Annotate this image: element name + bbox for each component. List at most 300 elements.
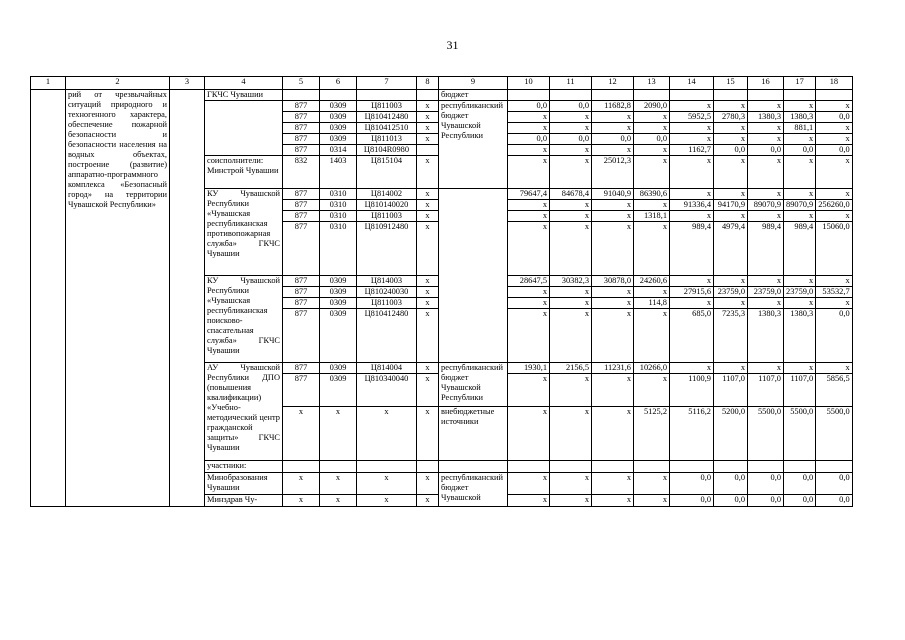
table-cell: 11231,6 [592,363,634,374]
table-cell: x [417,200,439,211]
table-cell: 5856,5 [816,374,852,407]
table-cell: x [417,473,439,495]
table-cell: x [550,473,592,495]
table-cell: x [508,200,550,211]
table-cell: 0,0 [748,473,784,495]
table-cell: x [784,363,816,374]
table-cell: 0314 [320,145,357,156]
table-cell: x [816,156,852,189]
table-cell: x [634,156,670,189]
table-cell: 0,0 [634,134,670,145]
col-header: 15 [714,77,748,90]
table-cell: x [714,189,748,200]
table-cell: x [748,123,784,134]
table-cell: Ц810912480 [357,222,417,276]
empty-cell [550,461,592,473]
table-cell: 2780,3 [714,112,748,123]
table-cell: 0,0 [748,145,784,156]
table-cell: x [670,156,714,189]
table-cell: 10266,0 [634,363,670,374]
col-header: 14 [670,77,714,90]
table-cell: Ц810412480 [357,309,417,363]
table-cell: 0,0 [670,495,714,507]
table-cell: x [670,123,714,134]
table-cell: 0309 [320,309,357,363]
table-cell: 5125,2 [634,407,670,461]
table-cell: x [320,407,357,461]
table-cell: x [417,134,439,145]
table-cell: x [417,156,439,189]
table-cell: 989,4 [784,222,816,276]
table-cell: x [714,134,748,145]
empty-cell [816,90,852,101]
table-cell: x [670,101,714,112]
empty-cell [205,101,283,156]
table-cell: x [592,298,634,309]
table-cell: 877 [283,363,320,374]
table-cell: x [816,363,852,374]
table-cell: 877 [283,276,320,287]
table-cell: 91336,4 [670,200,714,211]
table-cell: 0310 [320,211,357,222]
table-cell: x [784,101,816,112]
table-cell: x [508,211,550,222]
participant-minobr: Минобразования Чувашии [205,473,283,495]
table-cell: Ц8104R0980 [357,145,417,156]
table-cell: x [670,276,714,287]
table-cell: x [508,156,550,189]
table-cell: 23759,0 [714,287,748,298]
table-cell: x [634,145,670,156]
table-cell: 1403 [320,156,357,189]
table-cell: x [550,407,592,461]
table-cell: 877 [283,101,320,112]
table-cell: 5952,5 [670,112,714,123]
empty-cell [634,461,670,473]
table-cell: Ц810412480 [357,112,417,123]
table-cell: 86390,6 [634,189,670,200]
table-cell: 23759,0 [748,287,784,298]
empty-cell [508,90,550,101]
table-cell: 0,0 [714,473,748,495]
table-cell: x [592,200,634,211]
table-cell: x [816,101,852,112]
empty-cell [417,461,439,473]
table-cell: 2090,0 [634,101,670,112]
table-cell: x [417,101,439,112]
empty-cell [816,461,852,473]
table-cell: x [714,298,748,309]
table-cell: x [508,145,550,156]
header-row [31,77,853,90]
empty-cell [508,461,550,473]
table-cell: x [634,112,670,123]
table-cell: 0,0 [784,145,816,156]
table-cell: x [748,298,784,309]
col-header: 18 [816,77,852,90]
col-header: 17 [784,77,816,90]
table-cell: x [320,495,357,507]
table-cell: 877 [283,374,320,407]
table-cell: 0309 [320,101,357,112]
table-cell: x [357,473,417,495]
table-cell: Ц810240030 [357,287,417,298]
table-cell: 0309 [320,287,357,298]
table-cell: 0,0 [508,101,550,112]
table-cell: x [634,287,670,298]
table-cell: x [748,134,784,145]
table-cell: x [592,211,634,222]
table-cell: x [816,189,852,200]
table-cell: x [550,200,592,211]
table-cell: x [283,473,320,495]
col-header: 16 [748,77,784,90]
table-cell: 11682,8 [592,101,634,112]
empty-cell [283,90,320,101]
table-cell: 79647,4 [508,189,550,200]
table-cell: 0309 [320,112,357,123]
table-cell: 877 [283,189,320,200]
table-cell: x [417,222,439,276]
table-cell: x [508,495,550,507]
budget-table [30,76,853,507]
empty-cell [784,461,816,473]
col-header: 2 [66,77,170,90]
table-cell: x [592,112,634,123]
table-cell: 877 [283,112,320,123]
table-cell: Ц815104 [357,156,417,189]
table-cell: x [550,298,592,309]
table-cell: x [714,363,748,374]
table-cell: Ц814003 [357,276,417,287]
funding-source-label: республиканский бюджет Чувашской [439,473,508,507]
table-cell: 0,0 [784,473,816,495]
table-cell: x [550,123,592,134]
table-cell: x [417,495,439,507]
table-cell: x [714,101,748,112]
table-cell: 15060,0 [816,222,852,276]
table-cell: x [670,298,714,309]
table-cell: 877 [283,298,320,309]
table-cell: x [784,298,816,309]
table-cell: 0,0 [714,495,748,507]
table-cell: x [320,473,357,495]
table-cell: x [634,200,670,211]
funding-empty [439,189,508,363]
table-cell: x [550,309,592,363]
table-cell: x [784,211,816,222]
table-cell: x [816,211,852,222]
col-header: 5 [283,77,320,90]
table-cell: x [592,145,634,156]
empty-cell [748,461,784,473]
table-cell: 94170,9 [714,200,748,211]
table-cell: 89070,9 [748,200,784,211]
table-cell: 5500,0 [816,407,852,461]
table-cell: x [592,123,634,134]
table-cell: 1107,0 [748,374,784,407]
table-cell: Ц811003 [357,298,417,309]
table-cell: x [417,363,439,374]
table-cell: 5500,0 [784,407,816,461]
table-cell: x [357,495,417,507]
table-cell: x [417,309,439,363]
table-cell: x [592,374,634,407]
col3-cell [170,90,205,507]
table-cell: x [816,298,852,309]
table-cell: x [748,101,784,112]
table-cell: x [417,123,439,134]
table-cell: x [670,211,714,222]
table-cell: x [748,156,784,189]
table-cell: 1107,0 [784,374,816,407]
empty-cell [670,90,714,101]
table-cell: 1380,3 [748,112,784,123]
table-cell: 0,0 [592,134,634,145]
table-cell: 0309 [320,298,357,309]
table-cell: 0309 [320,374,357,407]
table-cell: 24260,6 [634,276,670,287]
table-cell: 832 [283,156,320,189]
page-number: 31 [446,38,459,52]
table-cell: 1930,1 [508,363,550,374]
empty-cell [714,461,748,473]
table-cell: x [592,495,634,507]
table-cell: x [670,363,714,374]
table-cell: x [417,211,439,222]
table-cell: x [283,495,320,507]
table-cell: x [508,123,550,134]
empty-cell [283,461,320,473]
col-header: 3 [170,77,205,90]
col-header: 4 [205,77,283,90]
table-cell: 0310 [320,222,357,276]
agency-au-training: АУ Чувашской Республики ДПО (повышения квалификации) «Учебно-методический центр гражданской защиты» ГКЧС Чувашии [205,363,283,461]
table-cell: x [816,276,852,287]
table-cell: x [714,276,748,287]
table-cell: 0,0 [670,473,714,495]
table-cell: Ц811013 [357,134,417,145]
table-cell: 0,0 [748,495,784,507]
table-cell: 89070,9 [784,200,816,211]
table-cell: 0309 [320,276,357,287]
table-cell: 30878,0 [592,276,634,287]
table-cell: Ц814002 [357,189,417,200]
table-cell: 989,4 [670,222,714,276]
table-cell: 25012,3 [592,156,634,189]
table-cell: 5500,0 [748,407,784,461]
col-header: 9 [439,77,508,90]
table-cell: 5116,2 [670,407,714,461]
table-cell: x [784,156,816,189]
table-cell: 877 [283,123,320,134]
table-cell: 0,0 [550,101,592,112]
col-header: 11 [550,77,592,90]
table-cell: x [634,495,670,507]
col-header: 6 [320,77,357,90]
table-cell: 5200,0 [714,407,748,461]
agency-ku-rescue: КУ Чувашской Республики «Чувашская республиканская поисково-спасательная служба» ГКЧС Чувашии [205,276,283,363]
table-cell [417,145,439,156]
table-cell: Ц814004 [357,363,417,374]
table-row [31,90,853,101]
table-cell: 1380,3 [748,309,784,363]
table-cell: x [634,309,670,363]
table-cell: x [634,374,670,407]
table-cell: x [550,222,592,276]
table-cell: 0,0 [508,134,550,145]
table-cell: x [670,134,714,145]
table-cell: 1107,0 [714,374,748,407]
table-cell: 7235,3 [714,309,748,363]
empty-cell [357,90,417,101]
table-cell: 1162,7 [670,145,714,156]
table-cell: 877 [283,145,320,156]
table-cell: x [634,222,670,276]
table-cell: x [550,211,592,222]
table-cell: 0,0 [816,495,852,507]
table-cell: 28647,5 [508,276,550,287]
table-cell: 0309 [320,123,357,134]
empty-cell [670,461,714,473]
table-cell: x [550,145,592,156]
agency-label: ГКЧС Чувашии [205,90,283,101]
table-cell: 0,0 [816,309,852,363]
table-cell: x [714,156,748,189]
table-cell: x [670,189,714,200]
participant-minzdrav: Минздрав Чу- [205,495,283,507]
table-cell: 0310 [320,200,357,211]
funding-source-label: республиканский бюджет Чувашской Республики [439,363,508,407]
table-cell: x [550,287,592,298]
table-cell: 114,8 [634,298,670,309]
table-cell: 0,0 [784,495,816,507]
table-cell: x [508,222,550,276]
empty-cell [592,461,634,473]
table-cell: x [508,112,550,123]
table-cell: Ц810140020 [357,200,417,211]
funding-source-label: республиканский бюджет Чувашской Республики [439,101,508,189]
table-cell: x [417,407,439,461]
table-cell: x [417,112,439,123]
table-cell: 0,0 [550,134,592,145]
table-cell: x [357,407,417,461]
table-cell: 877 [283,287,320,298]
table-cell: 27915,6 [670,287,714,298]
table-cell: x [508,309,550,363]
table-cell: 877 [283,211,320,222]
empty-cell [784,90,816,101]
table-cell: x [417,374,439,407]
table-cell: x [634,473,670,495]
table-cell: 0309 [320,134,357,145]
table-cell: x [816,123,852,134]
empty-cell [592,90,634,101]
empty-cell [748,90,784,101]
table-cell: x [550,112,592,123]
empty-cell [357,461,417,473]
table-cell: 1380,3 [784,309,816,363]
empty-cell [634,90,670,101]
table-cell: 91040,9 [592,189,634,200]
table-cell: x [508,407,550,461]
table-cell: x [283,407,320,461]
table-cell: x [417,276,439,287]
col1-cell [31,90,66,507]
table-cell: x [714,123,748,134]
table-cell: x [592,407,634,461]
table-cell: 1318,1 [634,211,670,222]
table-cell: x [508,374,550,407]
table-cell: 1380,3 [784,112,816,123]
coexecutor-label: соисполнители: Минстрой Чувашии [205,156,283,189]
table-cell: x [550,374,592,407]
table-cell: x [592,287,634,298]
empty-cell [550,90,592,101]
table-cell: 0309 [320,363,357,374]
empty-cell [714,90,748,101]
table-cell: 685,0 [670,309,714,363]
table-cell: x [748,276,784,287]
col-header: 1 [31,77,66,90]
participants-label: участники: [205,461,283,473]
table-cell: 84678,4 [550,189,592,200]
col-header: 12 [592,77,634,90]
table-cell: x [592,473,634,495]
table-cell: x [748,363,784,374]
table-cell: x [417,287,439,298]
table-cell: 23759,0 [784,287,816,298]
table-cell: 0,0 [816,112,852,123]
table-cell: x [634,123,670,134]
empty-cell [439,461,508,473]
table-cell: 989,4 [748,222,784,276]
col-header: 8 [417,77,439,90]
table-cell: Ц810340040 [357,374,417,407]
table-cell: Ц811003 [357,211,417,222]
table-cell: x [417,189,439,200]
table-cell: 256260,0 [816,200,852,211]
table-cell: x [748,189,784,200]
budget-label: бюджет [439,90,508,101]
table-cell: 0310 [320,189,357,200]
table-cell: Ц810412510 [357,123,417,134]
table-cell: 0,0 [714,145,748,156]
agency-ku-fire: КУ Чувашской Республики «Чувашская республиканская противопожарная служба» ГКЧС Чувашии [205,189,283,276]
table-cell: x [714,211,748,222]
col-header: 10 [508,77,550,90]
empty-cell [320,461,357,473]
table-cell: 1100,9 [670,374,714,407]
program-description: рий от чрезвычайных ситуаций природного и техногенного характера, обеспечение пожарной безопасности и безопасности населения на водных объектах, построение (развитие) аппаратно-программного комплекса «Безопасный город» на территории Чувашской Республики» [66,90,170,507]
table-cell: x [748,211,784,222]
table-cell: 0,0 [816,473,852,495]
table-cell: x [784,276,816,287]
table-cell: 877 [283,309,320,363]
table-cell: 881,1 [784,123,816,134]
table-cell: x [592,222,634,276]
table-cell: x [508,473,550,495]
table-cell: 2156,5 [550,363,592,374]
table-cell: 877 [283,134,320,145]
table-cell: 4979,4 [714,222,748,276]
table-cell: 0,0 [816,145,852,156]
table-cell: 30382,3 [550,276,592,287]
table-cell: x [417,298,439,309]
table-cell: x [784,189,816,200]
table-cell: x [550,156,592,189]
table-cell: 877 [283,200,320,211]
